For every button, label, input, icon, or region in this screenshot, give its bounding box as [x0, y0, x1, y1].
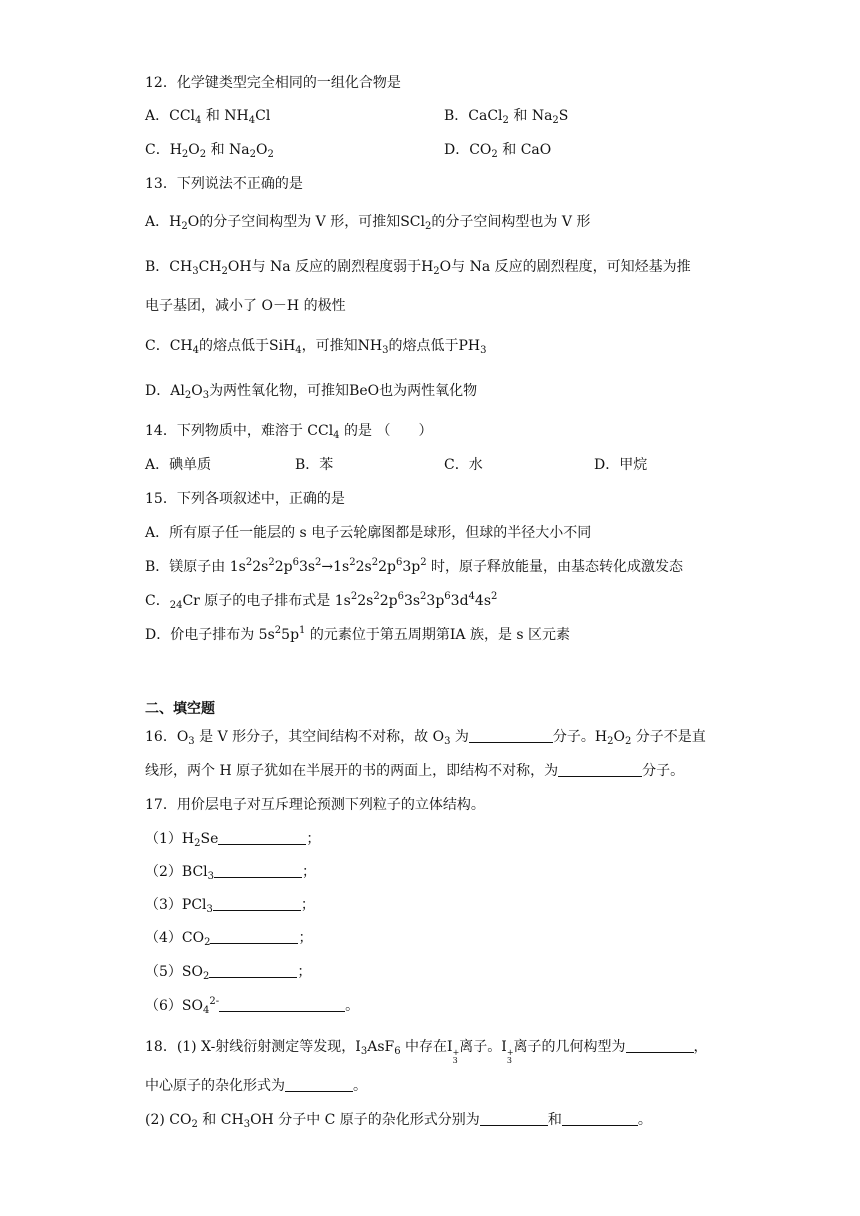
q15-option-c: C．$_{24}$Cr 原子的电子排布式是 $1s^22s^22p^63s^23p^63d^44s^2$: [145, 591, 498, 611]
q18-line2: 中心原子的杂化形式为 。: [145, 1078, 367, 1094]
q12-option-d: D．$CO_2$ 和 CaO: [444, 142, 552, 160]
answer-blank[interactable]: [209, 963, 297, 978]
section-title: 二、填空题: [145, 701, 215, 717]
answer-blank[interactable]: [218, 830, 306, 845]
answer-blank[interactable]: [480, 1111, 548, 1126]
q13-option-a: A．$H_2O$的分子空间构型为 V 形，可推知SCl$_2$的分子空间构型也为 V 形: [145, 214, 591, 232]
answer-blank[interactable]: [210, 929, 298, 944]
q16-line2: 线形，两个 H 原子犹如在半展开的书的两面上，即结构不对称，为 分子。: [145, 763, 685, 779]
q12-option-c: C．$H_2O_2$ 和 $Na_2O_2$: [145, 142, 274, 160]
q17-stem: 17．用价层电子对互斥理论预测下列粒子的立体结构。: [145, 797, 485, 813]
q17-item-4: $(4)CO_2$ ；: [145, 930, 313, 948]
q18-line3: (2) $CO_2$ 和 $CH_3OH$ 分子中 C 原子的杂化形式分别为 和 。: [145, 1112, 652, 1130]
q13-option-c: C．$CH_4$的熔点低于SiH$_4$，可推知$NH_3$的熔点低于$PH_3$: [145, 338, 487, 356]
q13-stem: 13．下列说法不正确的是: [145, 176, 303, 192]
answer-blank[interactable]: [213, 896, 301, 911]
q14-option-a: A．碘单质: [145, 457, 212, 473]
q13-option-b-line1: B．$CH_3CH_2OH$与 Na 反应的剧烈程度弱于$H_2O$与 Na 反应的剧烈程度，可知烃基为推: [145, 259, 691, 277]
q13-option-d: D．$Al_2O_3$为两性氧化物，可推知BeO也为两性氧化物: [145, 383, 478, 401]
q15-option-b: B．镁原子由 $1s^22s^22p^63s^2\to 1s^22s^22p^63p^2$ 时，原子释放能量，由基态转化成激发态: [145, 557, 684, 575]
q16-line1: 16．$O_3$ 是 V 形分子，其空间结构不对称，故 $O_3$ 为 分子。$H_2O_2$ 分子不是直: [145, 729, 706, 747]
answer-blank[interactable]: [626, 1038, 694, 1053]
answer-blank[interactable]: [558, 762, 642, 777]
q17-item-3: （3）PCl$_3$ ；: [145, 897, 315, 915]
q15-option-d: D．价电子排布为 $5s^25p^1$ 的元素位于第五周期第ⅠA 族，是 s 区元素: [145, 625, 571, 643]
answer-blank[interactable]: [219, 997, 345, 1012]
q17-item-2: （2）BCl$_3$ ；: [145, 864, 317, 882]
q12-option-b: B．CaCl$_2$ 和 $Na_2S$: [444, 108, 569, 126]
answer-blank[interactable]: [562, 1111, 638, 1126]
answer-blank[interactable]: [285, 1077, 353, 1092]
q18-line1: 18．(1) X-射线衍射测定等发现，$I_3AsF_6$ 中存在I + 3 离子。I + 3 离子的几何构型为 ，: [145, 1039, 708, 1065]
q17-item-6: $(6)SO_4^{2-}$ 。: [145, 996, 360, 1016]
q14-stem: 14．下列物质中，难溶于 CCl$_4$ 的是 （ ）: [145, 423, 433, 441]
q14-option-b: B．苯: [295, 457, 334, 473]
q17-item-1: $(1)H_2Se$ ；: [145, 831, 321, 849]
q12-stem: 12．化学键类型完全相同的一组化合物是: [145, 75, 401, 91]
answer-blank[interactable]: [469, 728, 553, 743]
q17-item-5: $(5)SO_2$ ；: [145, 964, 312, 982]
q15-stem: 15．下列各项叙述中，正确的是: [145, 491, 345, 507]
q14-option-c: C．水: [444, 457, 483, 473]
answer-blank[interactable]: [214, 863, 302, 878]
q14-option-d: D．甲烷: [594, 457, 648, 473]
q12-option-a: A．CCl$_4$ 和 $NH_4Cl$: [145, 108, 271, 126]
q15-option-a: A．所有原子任一能层的 s 电子云轮廓图都是球形，但球的半径大小不同: [145, 525, 592, 541]
q13-option-b-line2: 电子基团，减小了 O－H 的极性: [145, 298, 346, 314]
